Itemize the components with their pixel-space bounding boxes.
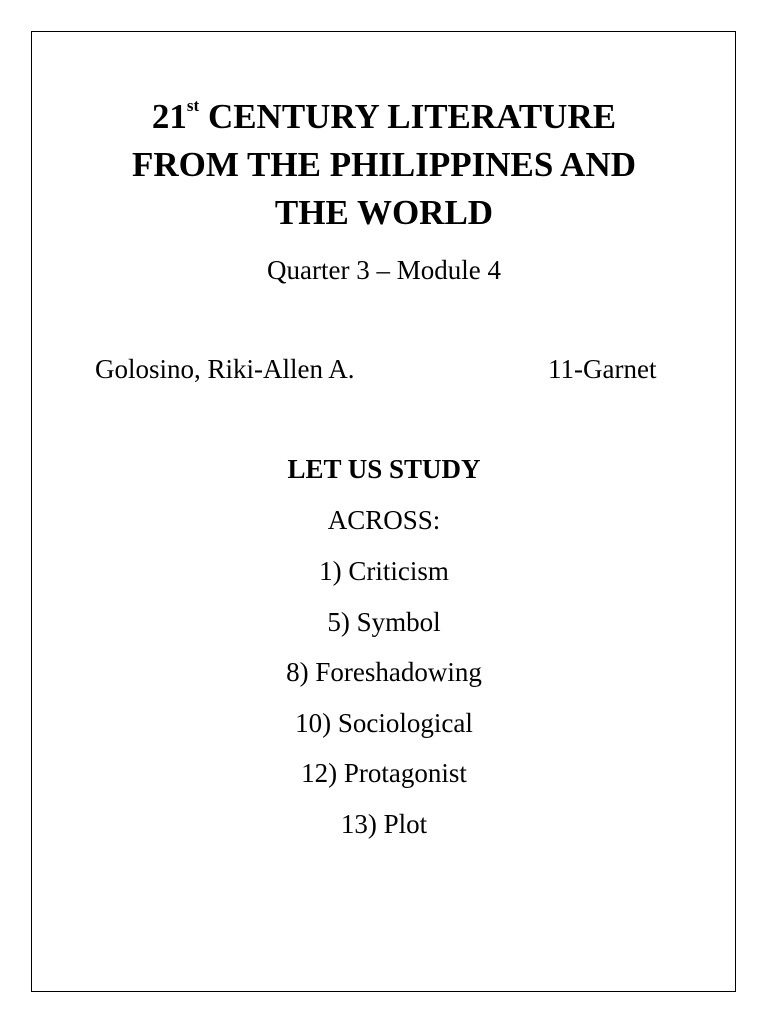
title-superscript: st [186, 96, 200, 116]
answer-item: 8) Foreshadowing [286, 657, 482, 687]
title-line1-rest: CENTURY LITERATURE [199, 97, 617, 136]
section-heading: LET US STUDY [287, 454, 481, 484]
title-line2: FROM THE PHILIPPINES AND [132, 145, 636, 184]
across-label: ACROSS: [327, 505, 441, 535]
student-section: 11-Garnet [548, 354, 657, 384]
title-line3: THE WORLD [274, 193, 494, 232]
answer-item: 10) Sociological [295, 707, 473, 738]
document-subtitle: Quarter 3 – Module 4 [267, 255, 501, 285]
student-name: Golosino, Riki-Allen A. [95, 354, 355, 384]
answer-item: 5) Symbol [327, 606, 441, 637]
document-title [0, 93, 768, 237]
answer-list [0, 551, 768, 854]
answer-item: 1) Criticism [319, 556, 449, 586]
title-number: 21 [151, 97, 187, 136]
answer-item: 12) Protagonist [301, 758, 467, 788]
answer-item: 13) Plot [340, 808, 428, 839]
